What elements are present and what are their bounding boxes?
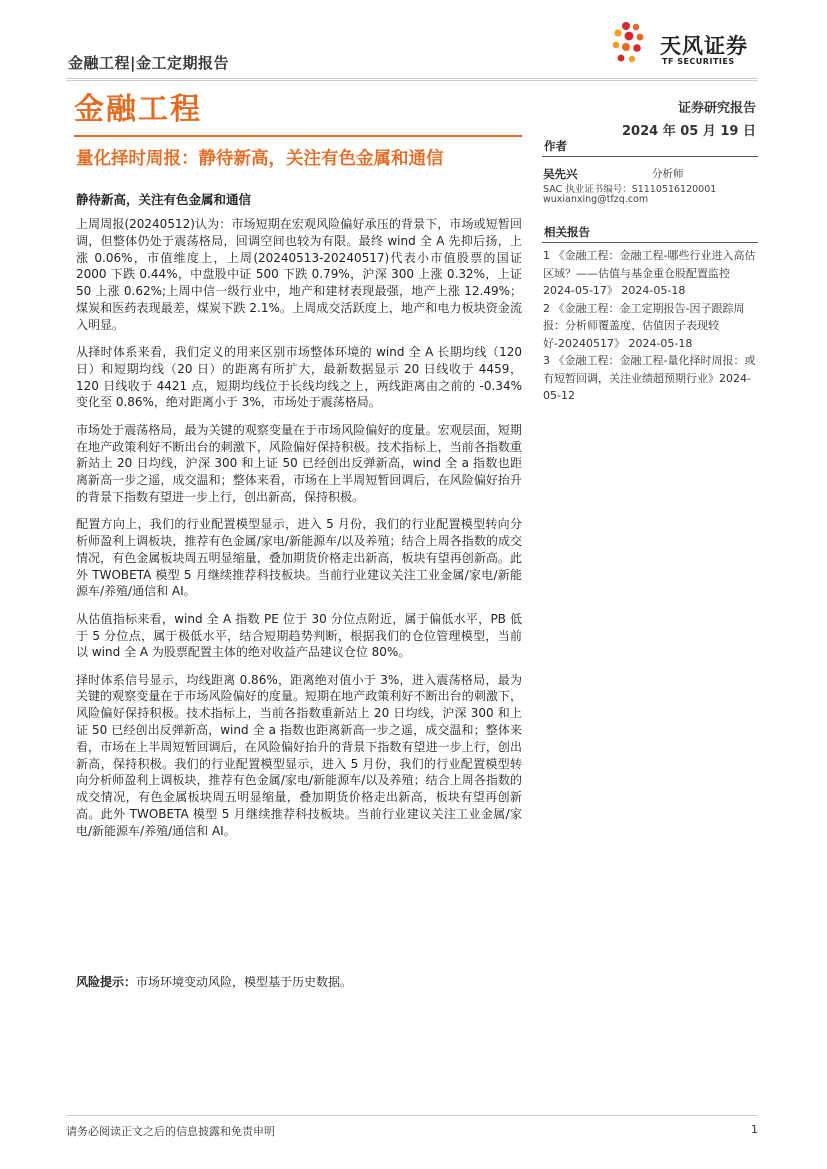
body-paragraph: 从择时体系来看，我们定义的用来区别市场整体环境的 wind 全 A 长期均线（120 日）和短期均线（20 日）的距离有所扩大，最新数据显示 20 日线收于 4459，120 日线收于 4421 点，短期均线位于长线均线之上，两线距离由之前的 -0.34%变化至 0.86%，绝对距离小于 3%，市场处于震荡格局。 (76, 345, 522, 410)
header-divider (66, 78, 758, 79)
report-type: 证券研究报告 (677, 101, 756, 116)
risk-label: 风险提示： (76, 975, 137, 989)
title-divider (74, 135, 522, 137)
author-certificate: SAC 执业证书编号：S1110516120001 (543, 184, 717, 195)
related-report-item[interactable]: 2 《金融工程：金工定期报告-因子跟踪周报：分析师覆盖度、估值因子表现较好-20240517》 2024-05-18 (543, 301, 745, 350)
summary-heading: 静待新高，关注有色金属和通信 (76, 192, 252, 207)
logo-text-en: TF SECURITIES (662, 57, 735, 66)
body-paragraph: 配置方向上，我们的行业配置模型显示，进入 5 月份，我们的行业配置模型转向分析师盈利上调板块，推荐有色金属/家电/新能源车/以及养殖；结合上周各指数的成交情况，有色金属板块周五明显缩量，叠加期货价格走出新高，板块有望再创新高。此外 TWOBETA 模型 5 月继续推荐科技板块。当前行业建议关注工业金属/家电/新能源车/养殖/通信和 AI。 (76, 517, 522, 599)
header-divider-secondary (66, 80, 758, 81)
footer-divider (66, 1115, 758, 1116)
body-paragraph: 择时体系信号显示，均线距离 0.86%，距离绝对值小于 3%，进入震荡格局，最为关键的观察变量在于市场风险偏好的度量。短期在地产政策利好不断出台的刺激下，风险偏好保持积极。技术指标上，当前各指数重新站上 20 日均线，沪深 300 和上证 50 已经创出反弹新高，wind 全 a 指数也距离新高一步之遥，成交温和；整体来看，市场在上半周短暂回调后，在风险偏好抬升的背景下指数有望进一步上行，创出新高，保持积极。我们的行业配置模型显示，进入 5 月份，我们的行业配置模型转向分析师盈利上调板块，推荐有色金属/家电/新能源车/以及养殖；结合上周各指数的成交情况，有色金属板块周五明显缩量，叠加期货价格走出新高，板块有望再创新高。此外 TWOBETA 模型 5 月继续推荐科技板块。当前行业建议关注工业金属/家电/新能源车/养殖/通信和 AI。 (76, 672, 522, 838)
risk-text: 市场环境变动风险，模型基于历史数据。 (136, 975, 353, 989)
logo-mark-icon (610, 20, 654, 70)
header-label: 金融工程|金工定期报告 (68, 54, 229, 72)
report-date: 2024 年 05 月 19 日 (622, 124, 756, 139)
company-logo (610, 20, 760, 72)
body-paragraph: 从估值指标来看，wind 全 A 指数 PE 位于 30 分位点附近，属于偏低水平，PB 低于 5 分位点，属于极低水平，结合短期趋势判断，根据我们的仓位管理模型，当前以 wind 全 A 为股票配置主体的绝对收益产品建议仓位 80%。 (76, 611, 522, 660)
body-paragraph: 市场处于震荡格局，最为关键的观察变量在于市场风险偏好的度量。宏观层面，短期在地产政策利好不断出台的刺激下，风险偏好保持积极。技术指标上，当前各指数重新站上 20 日均线，沪深 300 和上证 50 已经创出反弹新高，wind 全 a 指数也距离新高一步之遥，成交温和；整体来看，市场在上半周短暂回调后，在风险偏好抬升的背景下指数有望进一步上行，创出新高，保持积极。 (76, 422, 522, 504)
report-body (76, 216, 522, 850)
author-heading: 作者 (542, 138, 758, 157)
report-title: 量化择时周报：静待新高，关注有色金属和通信 (76, 149, 444, 169)
body-paragraph: 上周周报(20240512)认为：市场短期在宏观风险偏好承压的背景下，市场或短暂回调，但整体仍处于震荡格局，回调空间也较为有限。最终 wind 全 A 先抑后扬，上涨 0.06%，市值维度上，上周(20240513-20240517)代表小市值股票的国证 2000 下跌 0.44%，中盘股中证 500 下跌 0.79%，沪深 300 上涨 0.32%，上证 50 上涨 0.62%;上周中信一级行业中，地产和建材表现最强，地产上涨 12.49%；煤炭和医药表现最差，煤炭下跌 2.1%。上周成交活跃度上，地产和电力板块资金流入明显。 (76, 217, 522, 332)
related-report-item[interactable]: 1 《金融工程：金融工程-哪些行业进入高估区域？——估值与基金重仓股配置监控 2024-05-17》 2024-05-18 (543, 249, 756, 297)
logo-text-cn: 天风证券 (660, 34, 748, 58)
author-name: 吴先兴 (543, 167, 578, 181)
related-report-item[interactable]: 3 《金融工程：金融工程-量化择时周报：或有短暂回调，关注业绩超预期行业》2024-05-12 (543, 354, 756, 402)
footer-disclaimer: 请务必阅读正文之后的信息披露和免责申明 (66, 1125, 275, 1138)
page-number: 1 (751, 1123, 758, 1136)
risk-warning (76, 973, 522, 990)
author-section (542, 138, 758, 157)
related-reports-list (543, 247, 757, 405)
related-heading: 相关报告 (542, 224, 758, 243)
author-role: 分析师 (652, 168, 684, 180)
related-section (542, 224, 758, 243)
section-title: 金融工程 (74, 92, 202, 127)
author-email[interactable]: wuxianxing@tfzq.com (543, 194, 649, 205)
